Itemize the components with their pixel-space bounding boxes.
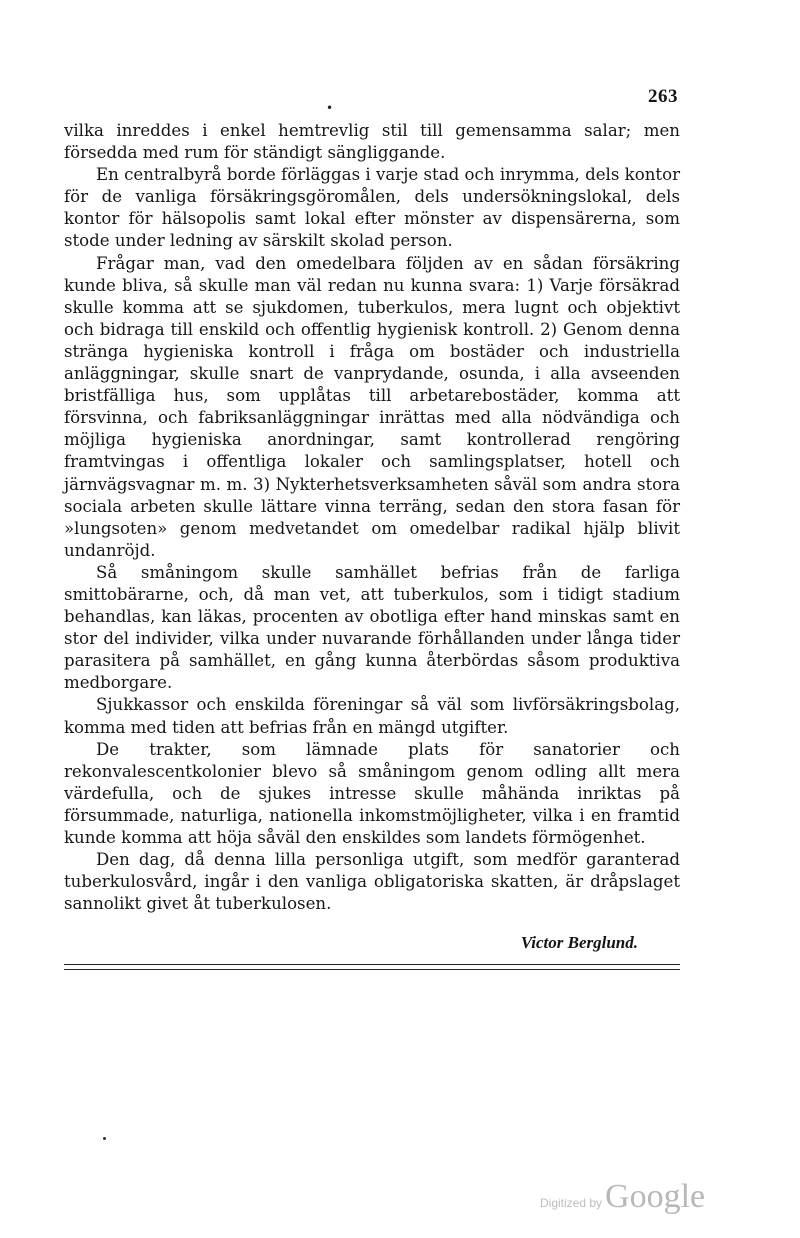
- google-logo: Google: [605, 1178, 706, 1215]
- section-divider-top: [64, 964, 680, 965]
- paragraph-central-bureau: En centralbyrå borde förläggas i varje stad och inrymma, dels kontor för de vanliga försäkringsgöromålen, dels undersökningslokal, dels kontor för hälsopolis samt lokal efter mönster av dispensärerna, som stode under ledning av särskilt skolad person.: [64, 165, 680, 251]
- paragraph-sick-funds: Sjukkassor och enskilda föreningar så väl som livförsäkringsbolag, komma med tiden att befrias från en mängd utgifter.: [64, 695, 680, 737]
- paragraph-conclusion: Den dag, då denna lilla personliga utgift, som medför garanterad tuberkulosvård, ingår i den vanliga obligatoriska skatten, är dråpslaget sannolikt givet åt tuberkulosen.: [64, 850, 680, 914]
- scan-speck: [103, 1137, 106, 1140]
- digitized-watermark: [540, 1178, 705, 1216]
- body-text: [64, 120, 680, 915]
- paragraph-continuation: vilka inreddes i enkel hemtrevlig stil till gemensamma salar; men försedda med rum för ständigt sängliggande.: [64, 121, 680, 163]
- paragraph-regions: De trakter, som lämnade plats för sanatorier och rekonvalescentkolonier blevo så småningom genom odling allt mera värdefulla, och de sjukes intresse skulle måhända inriktas på försummade, naturliga, nationella inkomstmöjligheter, vilka i en framtid kunde komma att höja såväl den enskildes som landets förmögenhet.: [64, 739, 680, 847]
- section-divider-bottom: [64, 969, 680, 970]
- print-mark: •: [326, 101, 334, 115]
- author-signature: Victor Berglund.: [520, 933, 638, 952]
- page-number: 263: [648, 86, 678, 107]
- paragraph-consequences: Frågar man, vad den omedelbara följden av en sådan försäkring kunde bliva, så skulle man väl redan nu kunna svara: 1) Varje försäkrad skulle komma att se sjukdomen, tuberkulos, mera lugnt och objektivt och bidraga till enskild och offentlig hygienisk kontroll. 2) Genom denna stränga hygieniska kontroll i fråga om bostäder och industriella anläggningar, skulle snart de vanprydande, osunda, i alla avseenden bristfälliga hus, som upplåtas till arbetarebostäder, komma att försvinna, och fabriksanläggningar inrättas med alla nödvändiga och möjliga hygieniska anordningar, samt kontrollerad rengöring framtvingas i offentliga lokaler och samlingsplatser, hotell och järnvägsvagnar m. m. 3) Nykterhetsverksamheten såväl som andra stora sociala arbeten skulle lättare vinna terräng, sedan den stora fasan för »lungsoten» genom medvetandet om omedelbar radikal hjälp blivit undanröjd.: [64, 253, 680, 560]
- watermark-prefix: Digitized by: [540, 1196, 603, 1210]
- paragraph-society: Så småningom skulle samhället befrias från de farliga smittobärarne, och, då man vet, att tuberkulos, som i tidigt stadium behandlas, kan läkas, procenten av obotliga efter hand minskas samt en stor del individer, vilka under nuvarande förhållanden under långa tider parasitera på samhället, en gång kunna återbördas såsom produktiva medborgare.: [64, 562, 680, 693]
